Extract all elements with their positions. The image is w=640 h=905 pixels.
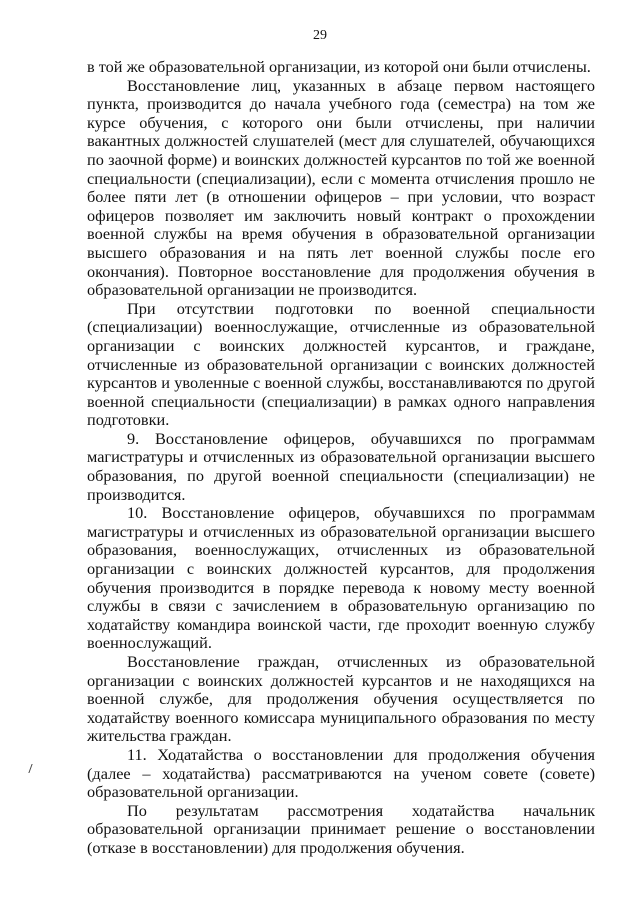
paragraph-continuation: в той же образовательной организации, из которой они были отчислены.	[87, 57, 591, 76]
paragraph-item-10: 10. Восстановление офицеров, обучавшихся по программам магистратуры и отчисленных из образовательной организации высшего образования, военнослужащих, отчисленных из образовательной организации с воинских должностей курсантов, для продолжения обучения производится в порядке перевода к новому месту военной службы в связи с зачислением в образовательную организацию по ходатайству командира воинской части, где проходит военную службу военнослужащий.	[87, 503, 595, 653]
margin-pen-mark	[28, 764, 34, 773]
paragraph-decision: По результатам рассмотрения ходатайства начальник образовательной организации принимает решение о восстановлении (отказе в восстановлении) для продолжения обучения.	[87, 800, 595, 857]
document-body	[87, 58, 595, 858]
paragraph-no-specialty: При отсутствии подготовки по военной специальности (специализации) военнослужащие, отчисленные из образовательной организации с воинских должностей курсантов, и граждане, отчисленные из образовательной организации с воинских должностей курсантов и уволенные с военной службы, восстанавливаются по другой военной специальности (специализации) в рамках одного направления подготовки.	[87, 298, 595, 430]
page-number: 29	[313, 28, 327, 43]
paragraph-item-9: 9. Восстановление офицеров, обучавшихся по программам магистратуры и отчисленных из образовательной организации высшего образования, по другой военной специальности (специализации) не производится.	[87, 428, 595, 504]
paragraph-restoration-rules: Восстановление лиц, указанных в абзаце первом настоящего пункта, производится до начала учебного года (семестра) на том же курсе обучения, с которого они были отчислены, при наличии вакантных должностей слушателей (мест для слушателей, обучающихся по заочной форме) и воинских должностей курсантов по той же военной специальности (специализации), если с момента отчисления прошло не более пяти лет (в отношении офицеров – при условии, что возраст офицеров позволяет им заключить новый контракт о прохождении военной службы на время обучения в образовательной организации высшего образования и на пять лет военной службы после его окончания). Повторное восстановление для продолжения обучения в образовательной организации не производится.	[87, 75, 595, 300]
paragraph-citizens-restoration: Восстановление граждан, отчисленных из образовательной организации с воинских должностей курсантов и не находящихся на военной службе, для продолжения обучения осуществляется по ходатайству военного комиссара муниципального образования по месту жительства граждан.	[87, 652, 595, 746]
paragraph-item-11: 11. Ходатайства о восстановлении для продолжения обучения (далее – ходатайства) рассматриваются на ученом совете (совете) образовательной организации.	[87, 744, 595, 802]
